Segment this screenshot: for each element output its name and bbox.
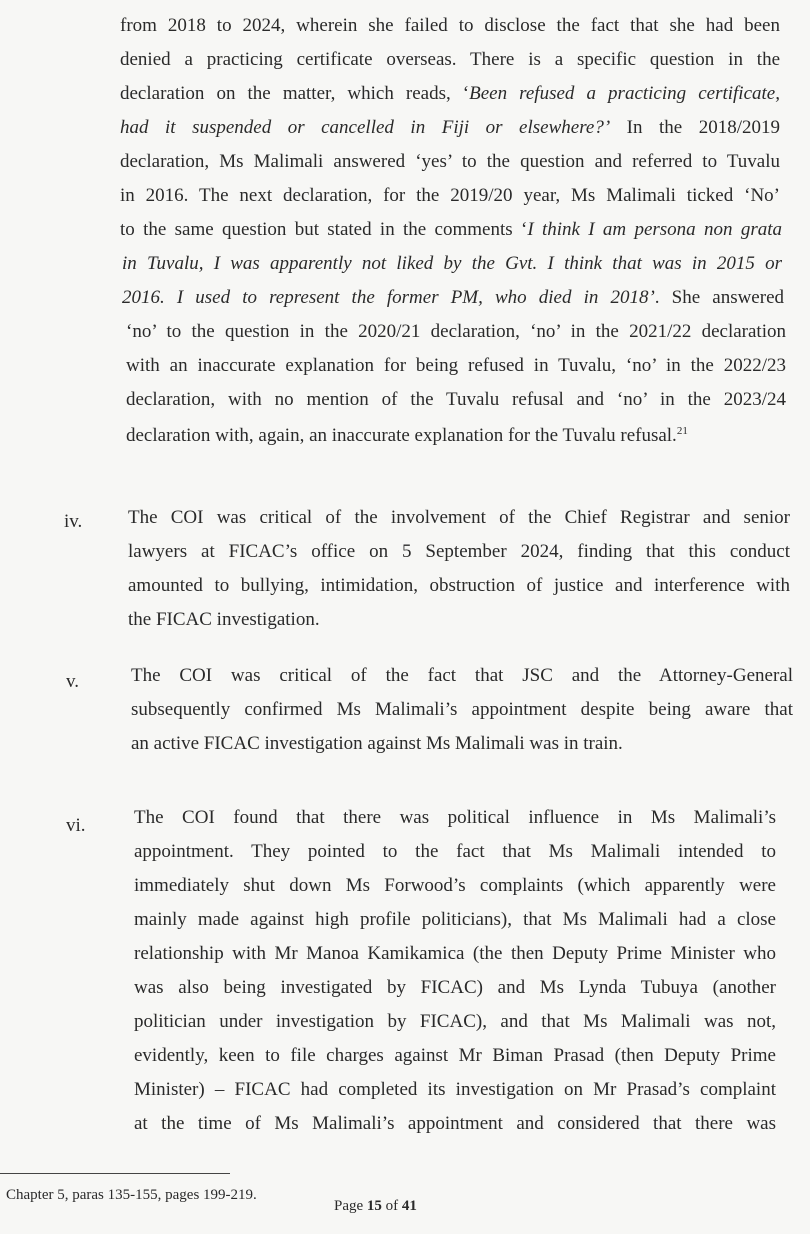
footnote-divider: [0, 1173, 230, 1174]
text-span: . She answered: [654, 287, 784, 308]
text-line: an active FICAC investigation against Ms Malimali was in train.: [131, 733, 623, 754]
text-line: the FICAC investigation.: [128, 609, 320, 630]
quoted-comment: in Tuvalu, I was apparently not liked by the Gvt. I think that was in 2015 or: [122, 253, 782, 274]
text-span: to the same question but stated in the comments ‘: [120, 219, 528, 240]
footnote-text: Chapter 5, paras 135-155, pages 199-219.: [6, 1187, 257, 1203]
text-line: The COI was critical of the involvement of the Chief Registrar and senior: [128, 507, 790, 528]
page-current: 15: [366, 1198, 382, 1214]
item-number: v.: [66, 671, 80, 692]
text-line: [122, 252, 782, 276]
text-line: mainly made against high profile politicians), that Ms Malimali had a close: [134, 909, 776, 930]
quoted-comment: 2016. I used to represent the former PM, who died in 2018’: [122, 287, 655, 308]
text-line: denied a practicing certificate overseas. There is a specific question in the: [120, 49, 780, 70]
text-span: declaration with, again, an inaccurate explanation for the Tuvalu refusal.: [126, 425, 677, 446]
text-line: from 2018 to 2024, wherein she failed to disclose the fact that she had been: [120, 15, 780, 36]
text-line: The COI found that there was political influence in Ms Malimali’s: [134, 807, 776, 828]
text-line: [120, 82, 780, 106]
text-line: [126, 424, 688, 448]
text-line: with an inaccurate explanation for being refused in Tuvalu, ‘no’ in the 2022/23: [126, 355, 786, 376]
text-line: declaration, with no mention of the Tuvalu refusal and ‘no’ in the 2023/24: [126, 389, 786, 410]
quoted-question: Been refused a practicing certificate,: [469, 83, 780, 104]
text-line: immediately shut down Ms Forwood’s complaints (which apparently were: [134, 875, 776, 896]
text-line: in 2016. The next declaration, for the 2019/20 year, Ms Malimali ticked ‘No’: [120, 185, 780, 206]
text-line: Minister) – FICAC had completed its investigation on Mr Prasad’s complaint: [134, 1079, 776, 1100]
text-span: In the 2018/2019: [610, 117, 780, 138]
text-line: evidently, keen to file charges against Mr Biman Prasad (then Deputy Prime: [134, 1045, 776, 1066]
text-line: [120, 218, 782, 242]
text-line: subsequently confirmed Ms Malimali’s appointment despite being aware that: [131, 699, 793, 720]
quoted-question: had it suspended or cancelled in Fiji or elsewhere?’: [120, 117, 611, 138]
text-line: lawyers at FICAC’s office on 5 September 2024, finding that this conduct: [128, 541, 790, 562]
text-line: at the time of Ms Malimali’s appointment and considered that there was: [134, 1113, 776, 1134]
page-total: 41: [401, 1198, 417, 1214]
page-middle: of: [381, 1198, 402, 1214]
text-line: was also being investigated by FICAC) and Ms Lynda Tubuya (another: [134, 977, 776, 998]
text-line: appointment. They pointed to the fact that Ms Malimali intended to: [134, 841, 776, 862]
text-span: declaration on the matter, which reads, ‘: [120, 83, 470, 104]
item-number: iv.: [64, 511, 83, 532]
page-number: [334, 1197, 417, 1215]
text-line: declaration, Ms Malimali answered ‘yes’ to the question and referred to Tuvalu: [120, 151, 780, 172]
text-line: [120, 116, 780, 140]
quoted-comment: I think I am persona non grata: [527, 219, 782, 240]
item-number: vi.: [66, 815, 86, 836]
text-line: The COI was critical of the fact that JSC and the Attorney-General: [131, 665, 793, 686]
footnote-reference[interactable]: 21: [676, 425, 688, 437]
text-line: politician under investigation by FICAC), and that Ms Malimali was not,: [134, 1011, 776, 1032]
text-line: ‘no’ to the question in the 2020/21 declaration, ‘no’ in the 2021/22 declaration: [126, 321, 786, 342]
page-prefix: Page: [334, 1198, 367, 1214]
text-line: [122, 286, 784, 310]
text-line: relationship with Mr Manoa Kamikamica (the then Deputy Prime Minister who: [134, 943, 776, 964]
text-line: amounted to bullying, intimidation, obstruction of justice and interference with: [128, 575, 790, 596]
